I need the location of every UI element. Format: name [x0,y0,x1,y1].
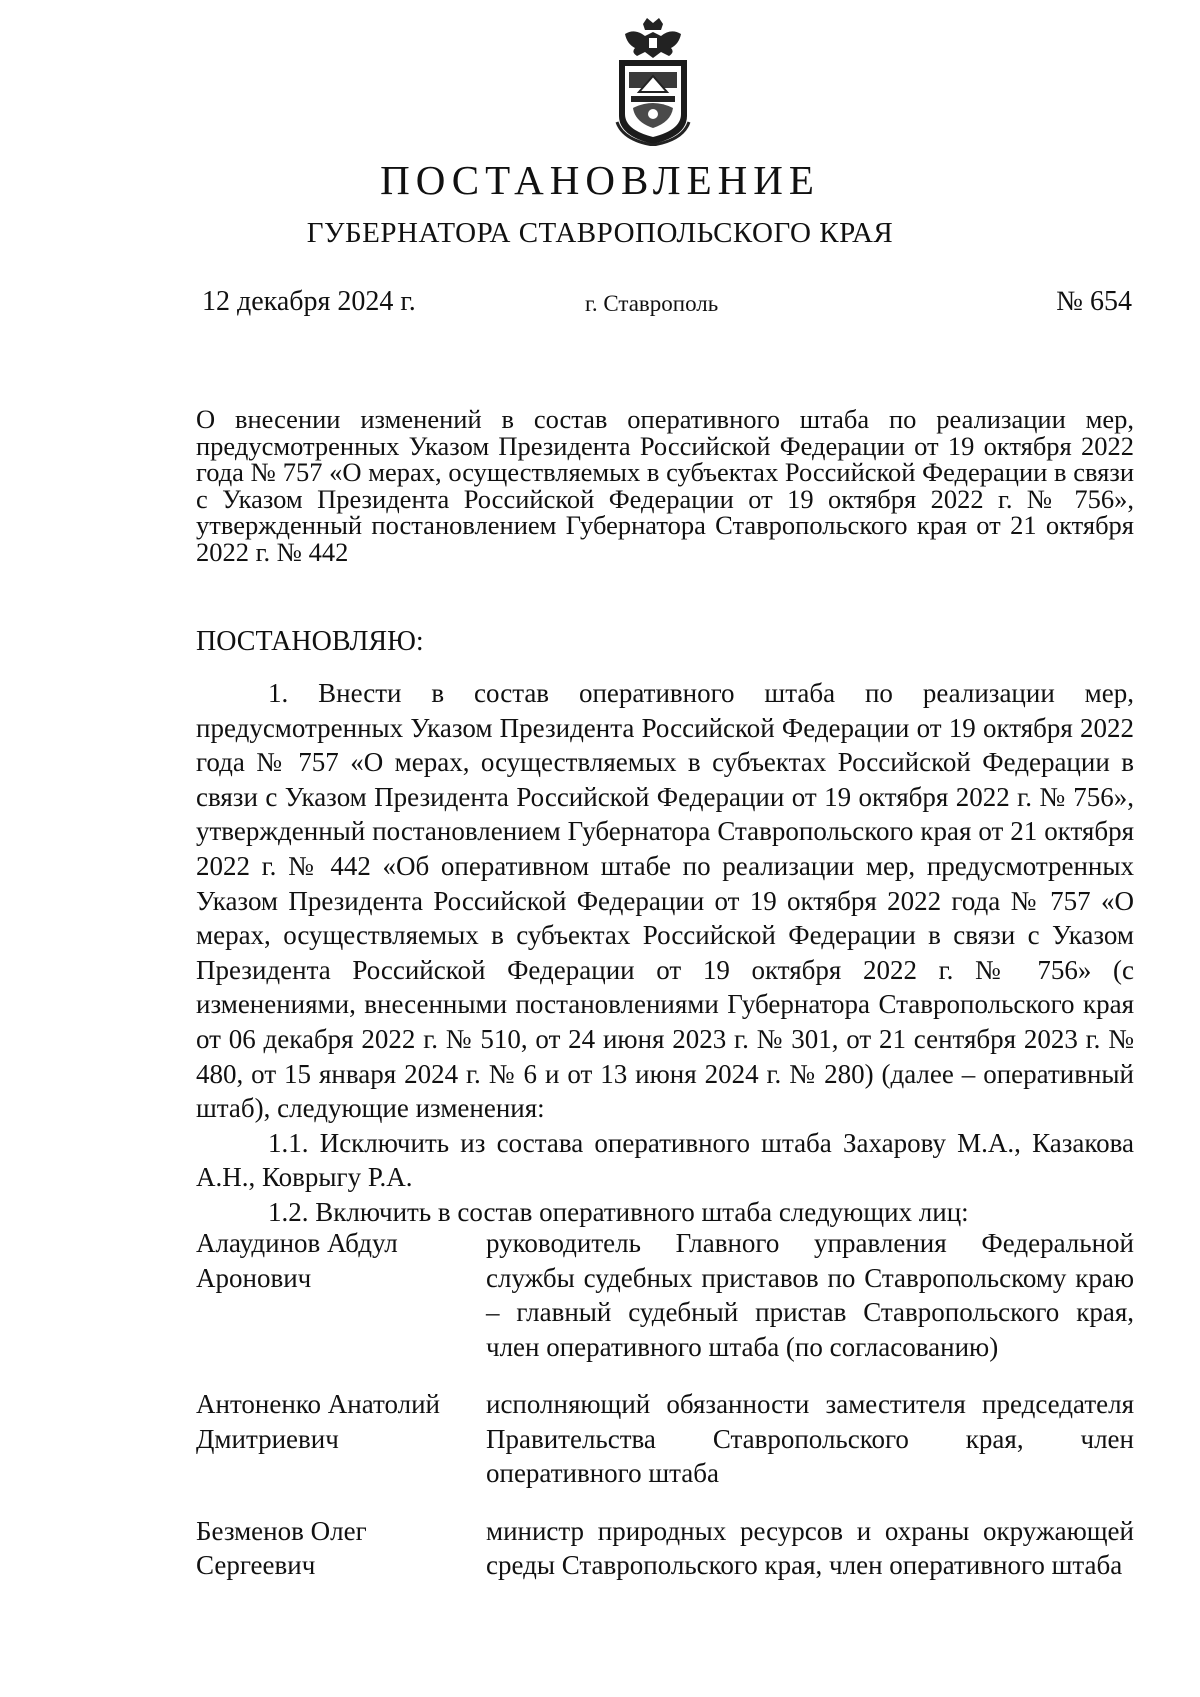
paragraph-1-2: 1.2. Включить в состав оперативного штаба следующих лиц: [268,1196,969,1227]
stavropol-coat-of-arms-icon [613,18,693,146]
document-city: г. Ставрополь [585,291,719,316]
person-entry [196,1387,1134,1491]
person-role: исполняющий обязанности заместителя председателя Правительства Ставропольского края, член оперативного штаба [486,1389,1134,1488]
document-number: № 654 [1056,286,1132,317]
person-role: руководитель Главного управления Федеральной службы судебных приставов по Ставропольскому краю – главный судебный пристав Ставропольского края, член оперативного штаба (по согласованию) [486,1228,1134,1362]
person-name-line: Безменов Олег [196,1515,367,1546]
person-name-line: Дмитриевич [196,1423,339,1454]
person-entry [196,1226,1134,1364]
person-name-line: Антоненко Анатолий [196,1389,440,1419]
person-name [196,1514,486,1583]
person-name-line: Алаудинов Абдул [196,1228,398,1258]
decree-word: ПОСТАНОВЛЯЮ: [196,626,424,657]
document-subject: О внесении изменений в состав оперативного штаба по реализации мер, предусмотренных Указом Президента Российской Федерации от 19 октября 2022 года № 757 «О мерах, осуществляемых в субъектах Российской Федерации в связи с Указом Президента Российской Федерации от 19 октября 2022 г. № 756», утвержденный постановлением Губернатора Ставропольского края от 21 октября 2022 г. № 442 [196,404,1134,567]
document-subtitle: ГУБЕРНАТОРА СТАВРОПОЛЬСКОГО КРАЯ [306,217,894,249]
paragraph-1-1: 1.1. Исключить из состава оперативного штаба Захарову М.А., Казакова А.Н., Коврыгу Р.А. [196,1127,1134,1193]
document-date: 12 декабря 2024 г. [202,286,416,317]
document-title: ПОСТАНОВЛЕНИЕ [380,157,820,203]
person-entry [196,1514,1134,1583]
document-body [196,676,1134,1230]
paragraph-1: 1. Внести в состав оперативного штаба по реализации мер, предусмотренных Указом Президента Российской Федерации от 19 октября 2022 года № 757 «О мерах, осуществляемых в субъектах Российской Федерации в связи с Указом Президента Российской Федерации от 19 октября 2022 г. № 756», утвержденный постановлением Губернатора Ставропольского края от 21 октября 2022 г. № 442 «Об оперативном штабе по реализации мер, предусмотренных Указом Президента Российской Федерации от 19 октября 2022 года № 757 «О мерах, осуществляемых в субъектах Российской Федерации в связи с Указом Президента Российской Федерации от 19 октября 2022 г. № 756» (с изменениями, внесенными постановлениями Губернатора Ставропольского края от 06 декабря 2022 г. № 510, от 24 июня 2023 г. № 301, от 21 сентября 2023 г. № 480, от 15 января 2024 г. № 6 и от 13 июня 2024 г. № 280) (далее – оперативный штаб), следующие изменения: [196,678,1134,1124]
persons-list [196,1226,1134,1606]
person-name-line: Сергеевич [196,1550,316,1580]
person-name-line: Аронович [196,1262,312,1293]
person-role: министр природных ресурсов и охраны окружающей среды Ставропольского края, член оперативного штаба [486,1515,1134,1580]
person-name [196,1387,486,1491]
person-name [196,1226,486,1364]
